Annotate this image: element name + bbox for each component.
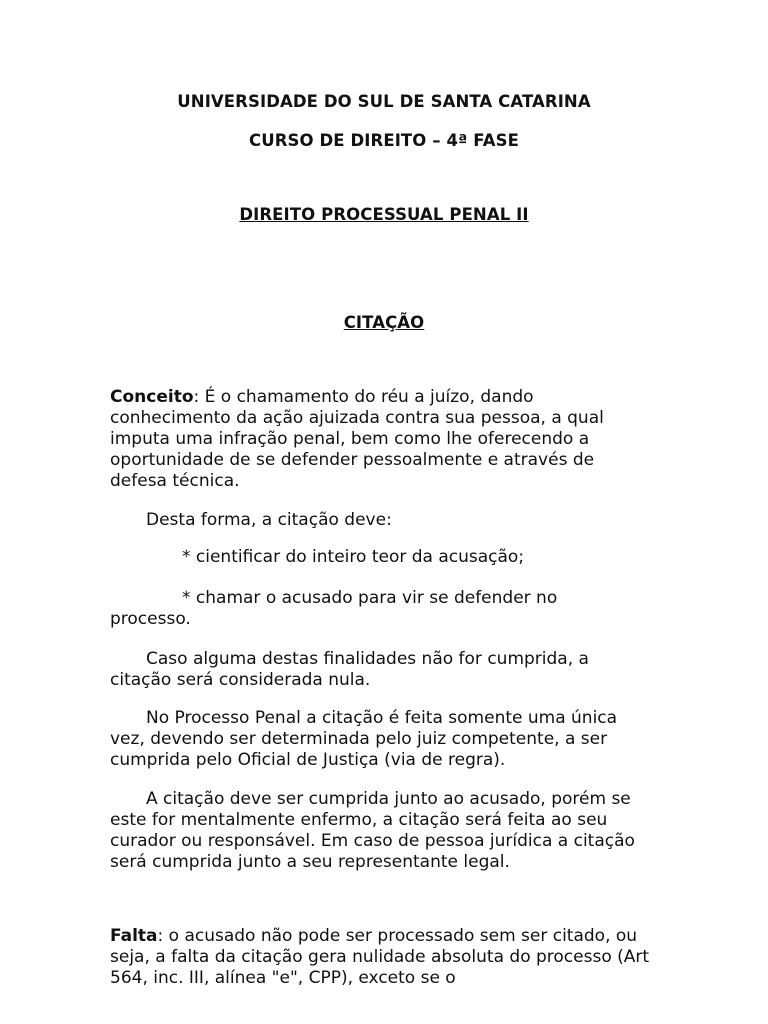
- falta-text: : o acusado não pode ser processado sem ser citado, ou seja, a falta da citação gera nulidade absoluta do processo (Art 564, inc. III, alínea "e", CPP), exceto se o: [110, 926, 650, 988]
- bullet-cientificar: * cientificar do inteiro teor da acusação;: [182, 547, 525, 567]
- conceito-text: : É o chamamento do réu a juízo, dando conhecimento da ação ajuizada contra sua pessoa, a qual imputa uma infração penal, bem como lhe oferecendo a oportunidade de se defender pessoalmente e através de defesa técnica.: [110, 387, 604, 491]
- intro-paragraph: Desta forma, a citação deve:: [146, 510, 392, 530]
- falta-paragraph: [110, 926, 650, 989]
- nula-paragraph: Caso alguma destas finalidades não for cumprida, a citação será considerada nula.: [110, 649, 589, 690]
- subject-heading: DIREITO PROCESSUAL PENAL II: [239, 205, 529, 224]
- junto-paragraph: A citação deve ser cumprida junto ao acusado, porém se este for mentalmente enfermo, a citação será feita ao seu curador ou responsável. Em caso de pessoa jurídica a citação será cumprida junto a seu representante legal.: [110, 789, 635, 872]
- conceito-paragraph: [110, 387, 650, 492]
- course-heading: CURSO DE DIREITO – 4ª FASE: [249, 131, 519, 150]
- falta-term: Falta: [110, 926, 158, 946]
- section-title: CITAÇÃO: [343, 313, 425, 332]
- bullet-chamar-line1: * chamar o acusado para vir se defender no: [182, 588, 558, 608]
- bullet-chamar-line2: processo.: [110, 609, 191, 629]
- unica-paragraph: No Processo Penal a citação é feita somente uma única vez, devendo ser determinada pelo juiz competente, a ser cumprida pelo Oficial de Justiça (via de regra).: [110, 708, 618, 770]
- bullet-chamar: [110, 588, 650, 630]
- conceito-term: Conceito: [110, 387, 194, 407]
- university-heading: UNIVERSIDADE DO SUL DE SANTA CATARINA: [177, 92, 591, 111]
